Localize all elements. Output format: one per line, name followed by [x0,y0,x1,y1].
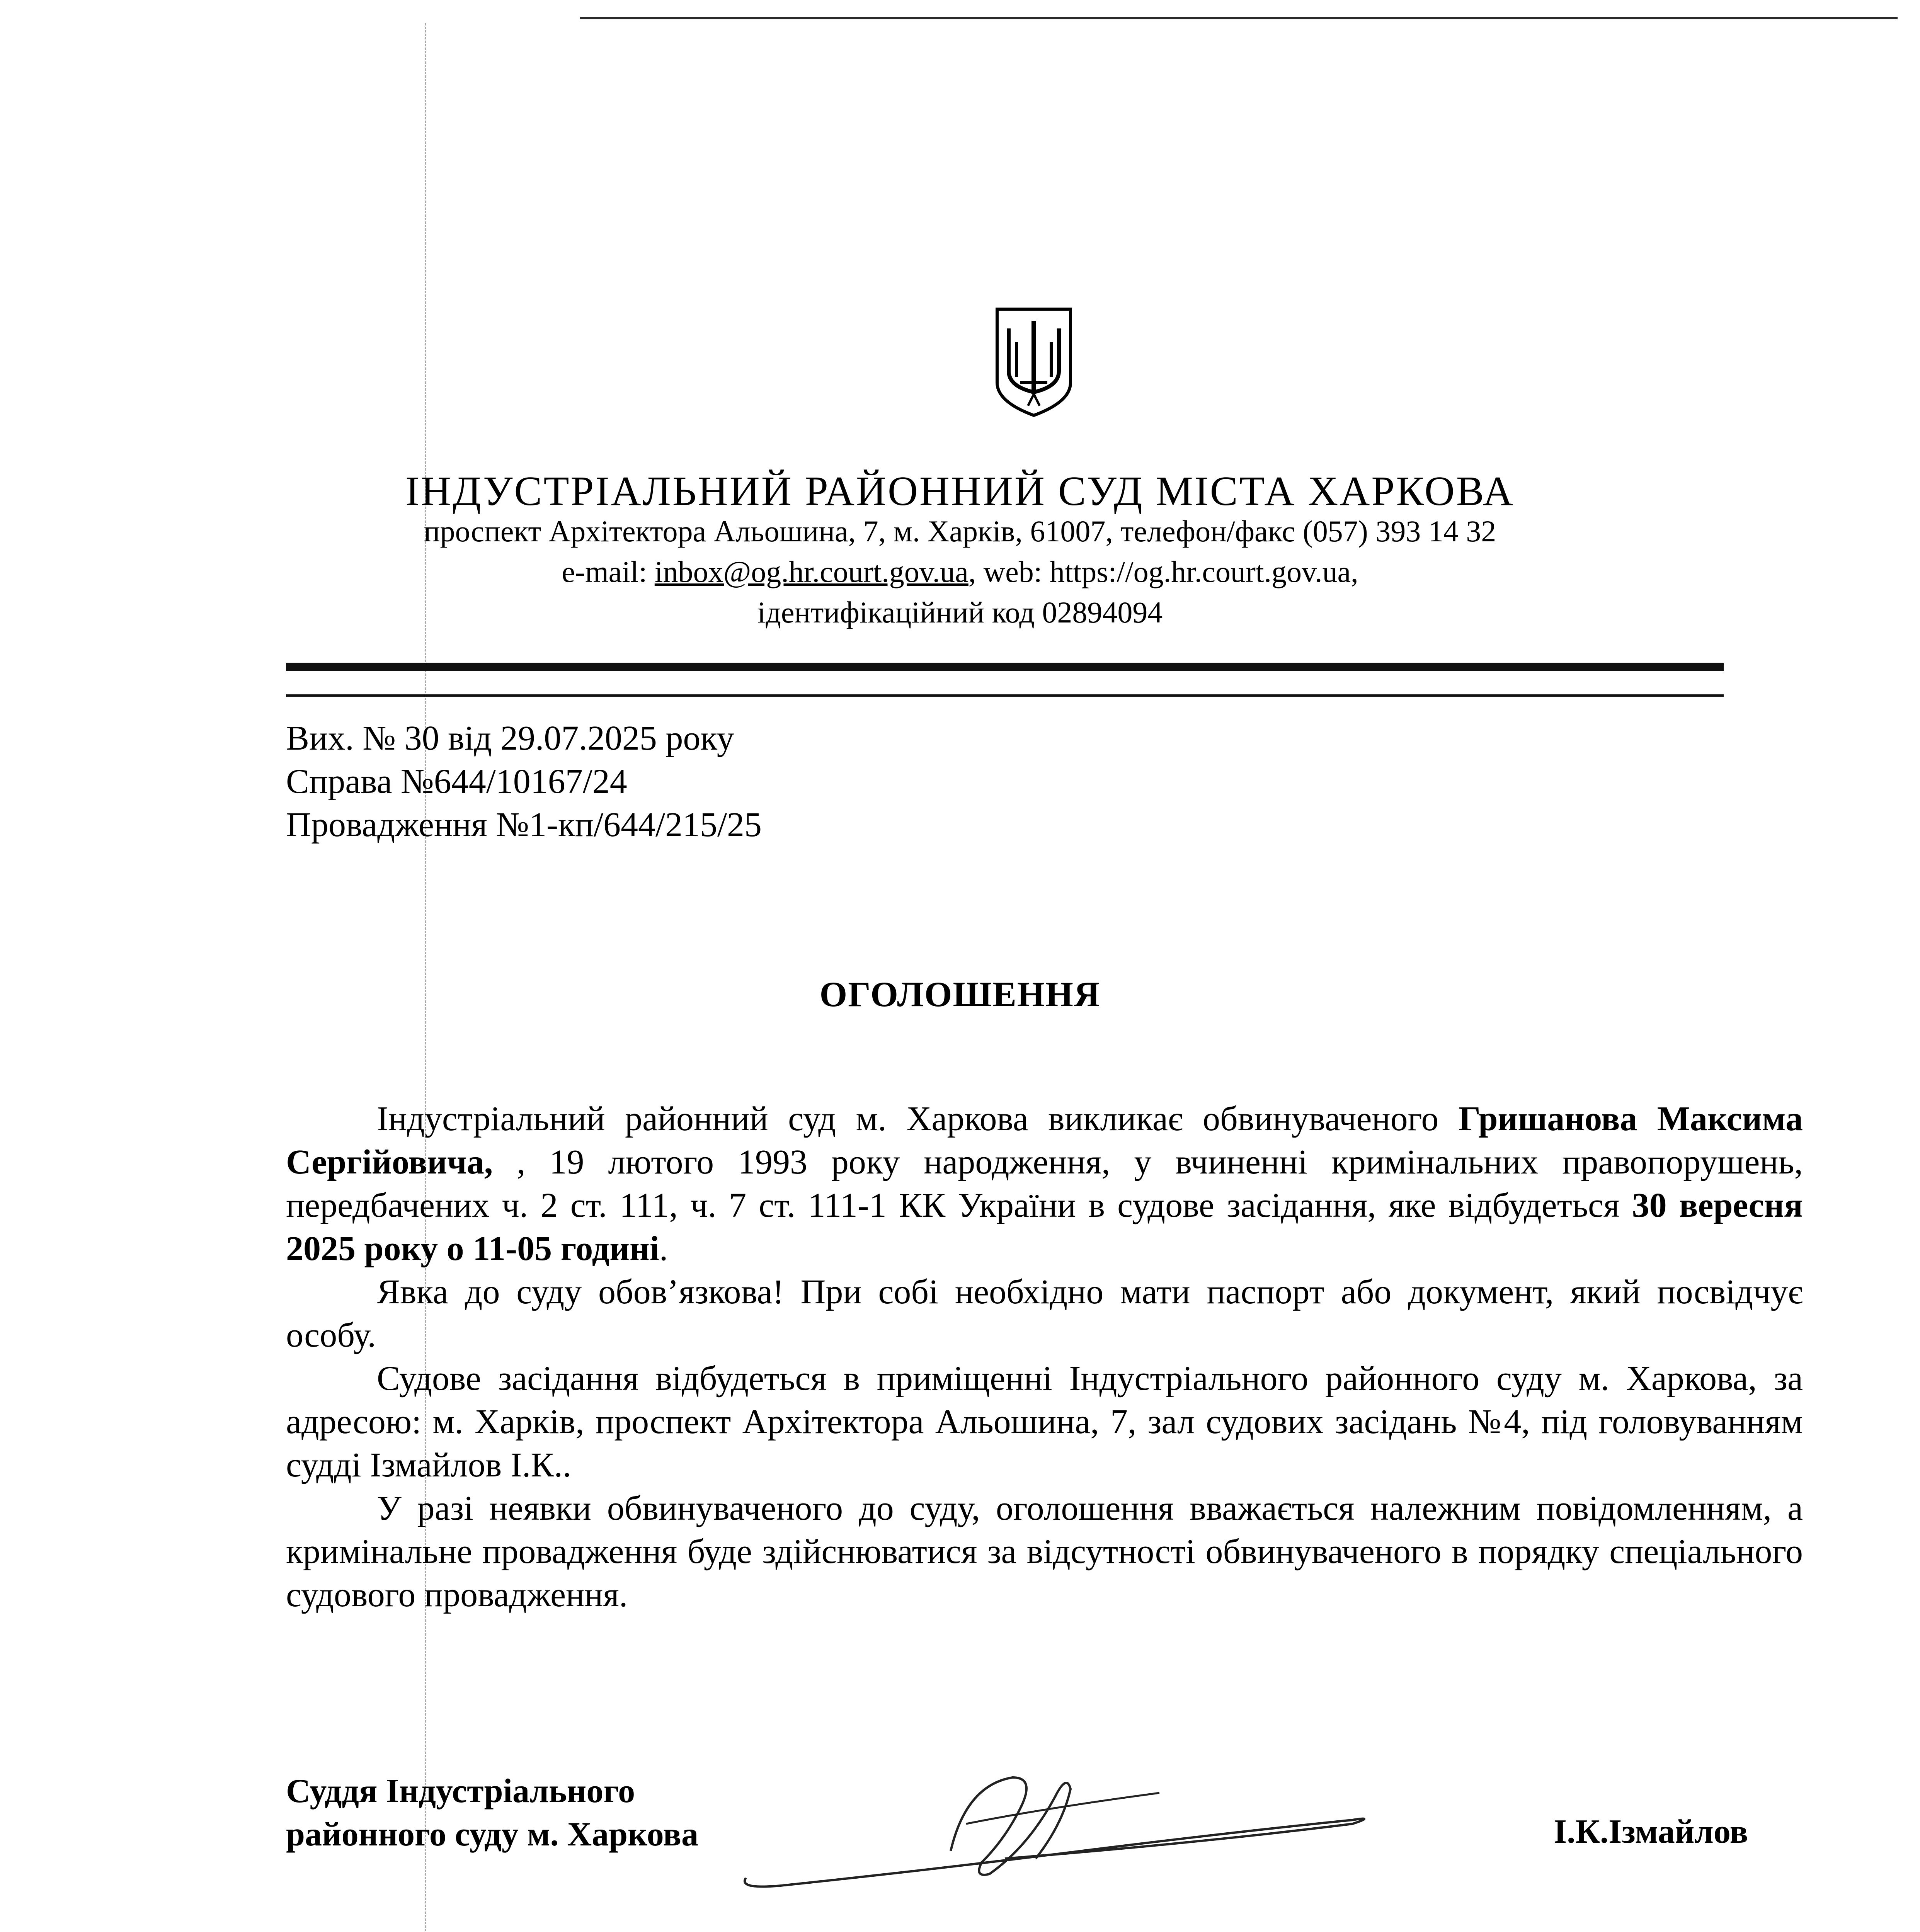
proceeding-number: Провадження №1-кп/644/215/25 [286,806,762,844]
header-rule-thick [286,663,1724,671]
document-references [286,717,762,847]
court-id-code: ідентифікаційний код 02894094 [757,595,1163,629]
handwritten-signature [734,1762,1391,1909]
outgoing-number: Вих. № 30 від 29.07.2025 року [286,719,734,757]
judge-position-line1: Суддя Індустріального [286,1772,635,1810]
hearing-date: 30 вересня 2025 року о 11-05 годині [286,1186,1803,1268]
announcement-body [286,1097,1803,1617]
scan-edge-line [580,17,1898,19]
case-number: Справа №644/10167/24 [286,762,627,801]
defendant-name: Гришанова Максима Сергійовича, [286,1100,1803,1181]
web-address: , web: https://og.hr.court.gov.ua, [968,555,1358,588]
judge-name: І.К.Ізмайлов [1554,1813,1748,1850]
document-title: ОГОЛОШЕННЯ [819,975,1101,1014]
court-name: ІНДУСТРІАЛЬНИЙ РАЙОННИЙ СУД МІСТА ХАРКОВА [405,468,1515,514]
summons-text: Індустріальний районний суд м. Харкова викликає обвинуваченого [377,1100,1459,1138]
paragraph-absence: У разі неявки обвинуваченого до суду, оголошення вважається належним повідомленням, а кримінальне провадження буде здійснюватися за відсутності обвинуваченого в порядку спеціального судового провадження. [286,1489,1803,1614]
judge-position [286,1770,698,1856]
header-rule-thin [286,694,1724,697]
paragraph-attendance: Явка до суду обов’язкова! При собі необхідно мати паспорт або документ, який посвідчує особу. [286,1273,1803,1354]
email-label: e-mail: [562,555,655,588]
court-address: проспект Архітектора Альошина, 7, м. Харків, 61007, телефон/факс (057) 393 14 32 [424,514,1496,548]
paragraph-summons [286,1097,1803,1270]
email-link[interactable]: inbox@og.hr.court.gov.ua [654,555,969,588]
paragraph-location: Судове засідання відбудеться в приміщенні Індустріального районного суду м. Харкова, за адресою: м. Харків, проспект Архітектора Альошина, 7, зал судових засідань №4, під головуванням судді Ізмайлов І.К.. [286,1359,1803,1484]
summons-details: , 19 лютого 1993 року народження, у вчиненні кримінальних правопорушень, передбачених ч. 2 ст. 111, ч. 7 ст. 111-1 КК України в судове засідання, яке відбудеться [286,1143,1803,1225]
judge-position-line2: районного суду м. Харкова [286,1816,698,1853]
trident-coat-of-arms-icon [993,305,1074,417]
summons-end: . [659,1230,668,1268]
court-contacts [0,554,1920,589]
